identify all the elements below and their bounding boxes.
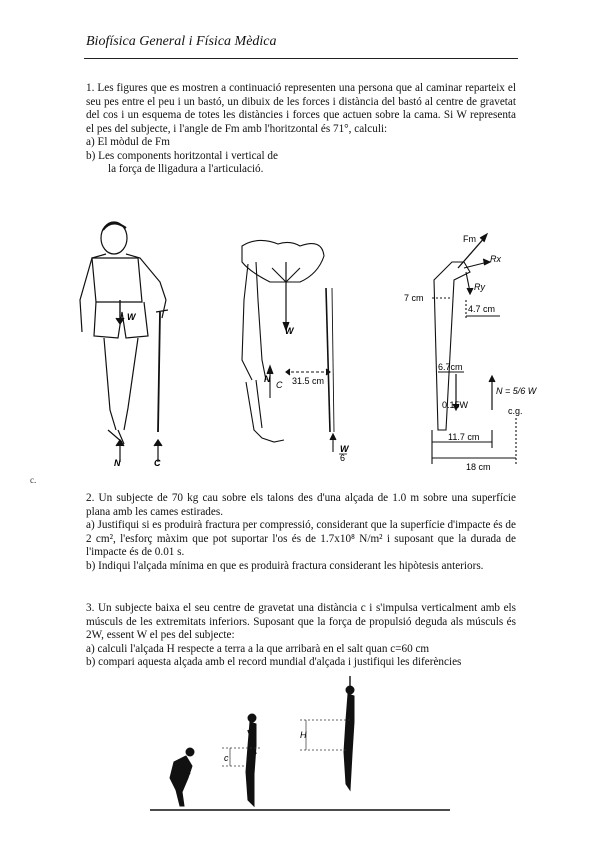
problem-1-item-a: a) El mòdul de Fm — [86, 136, 170, 148]
label-Rx: Rx — [490, 254, 501, 264]
label-H: H — [300, 730, 307, 740]
problem-2-item-b: b) Indiqui l'alçada mínima en que es produirà fractura considerant les hipòtesis anteriors. — [86, 559, 484, 572]
label-c: c — [224, 753, 229, 763]
label-w6-num: W — [340, 444, 349, 454]
problem-1-item-b-line2: la força de lligadura a l'articulació. — [108, 163, 264, 175]
label-C: C — [154, 458, 161, 468]
label-W2: W — [285, 326, 294, 336]
label-cg: c.g. — [508, 406, 523, 416]
problem-1-item-b-line1: b) Les components horitzontal i vertical de — [86, 149, 278, 162]
label-0-15w: 0.15W — [442, 400, 469, 410]
label-4-7cm: 4.7 cm — [468, 304, 496, 314]
label-11-7cm: 11.7 cm — [448, 432, 480, 442]
label-18cm: 18 cm — [466, 462, 491, 472]
problem-2-intro: 2. Un subjecte de 70 kg cau sobre els talons des d'una alçada de 1.0 m sobre una superfície plana amb les cames estirades. — [86, 492, 516, 518]
problem-3-item-a: a) calculi l'alçada H respecte a terra a la que arribarà en el salt quan c=60 cm — [86, 642, 430, 655]
stray-mark: c. — [30, 475, 37, 485]
page-header-title: Biofísica General i Física Mèdica — [86, 34, 277, 49]
label-w6-den: 6 — [340, 453, 346, 463]
label-W: W — [127, 312, 136, 322]
label-N2: N — [264, 374, 271, 384]
jumper-peak — [344, 676, 354, 790]
label-N-5-6-W: N = 5/6 W — [496, 386, 537, 396]
jumper-crouch — [170, 748, 194, 806]
label-Fm: Fm — [463, 234, 476, 244]
label-6-7cm: 6.7cm — [438, 362, 463, 372]
problem-1-intro: 1. Les figures que es mostren a continuació representen una persona que al caminar reparteix el seu pes entre el peu i un bastó, un dibuix de les forces i distància del bastó al centre de gravetat del cos i un esquema de totes les distàncies i forces que actuen sobre la cama. Si W representa el pes del subjecte, i l'angle de Fm amb l'horitzontal és 71°, calculi: — [86, 82, 516, 135]
jumper-extended — [246, 714, 256, 806]
label-7cm: 7 cm — [404, 293, 424, 303]
label-N: N — [114, 458, 121, 468]
problem-2-item-a: a) Justifiqui si es produirà fractura per compressió, considerant que la superfície d'impacte és de 2 cm², l'esforç màxim que pot suportar l'os és de 1.7x10⁸ N/m² i suposant que la durada de l'impacte és de 0.01 s. — [86, 519, 516, 558]
label-31-5cm: 31.5 cm — [292, 376, 325, 386]
problem-3-intro: 3. Un subjecte baixa el seu centre de gravetat una distància c i s'impulsa verticalment amb els músculs de les extremitats inferiors. Suposant que la força de propulsió deguda als músculs és 2W, essent W el pes del subjecte: — [86, 602, 516, 641]
problem-3-item-b: b) compari aquesta alçada amb el record mundial d'alçada i justifiqui les diferències — [86, 656, 462, 668]
label-Ry: Ry — [474, 282, 485, 292]
label-C2: C — [276, 380, 283, 390]
